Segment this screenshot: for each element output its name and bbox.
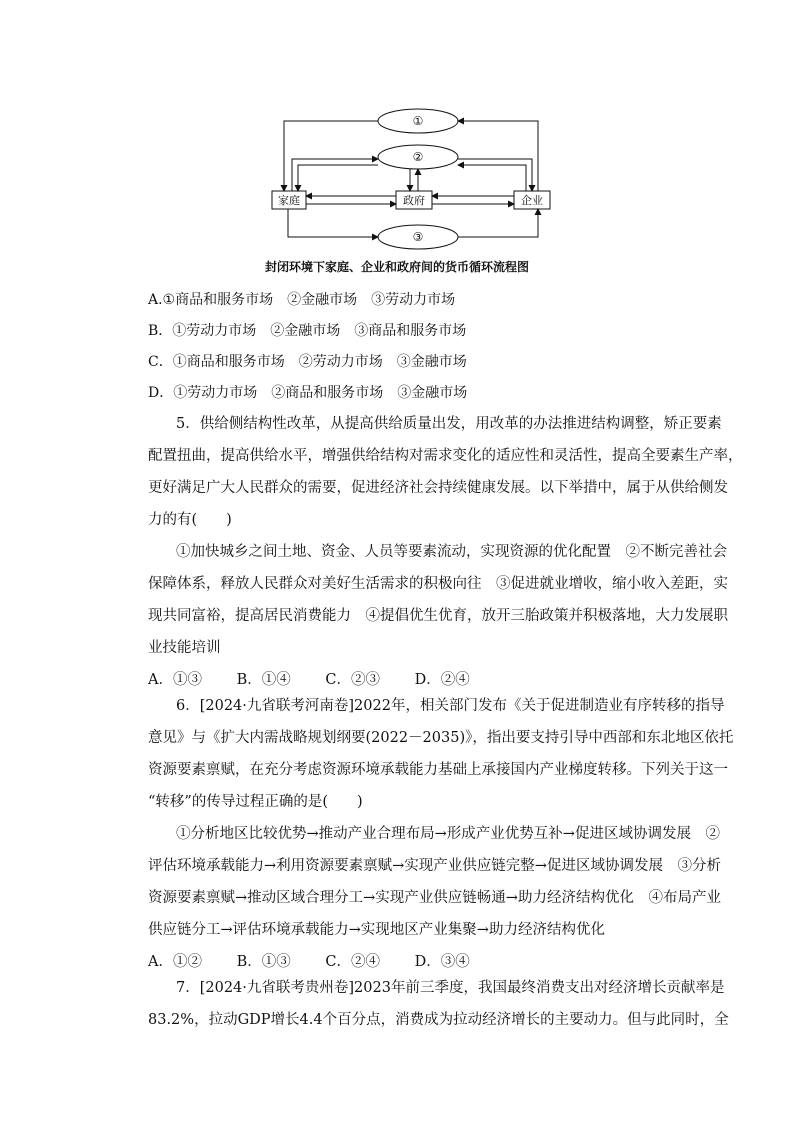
q6-option-b: B．①③	[236, 954, 291, 970]
q5-option-a: A．①③	[148, 672, 202, 688]
q6-option-d: D．③④	[414, 954, 470, 970]
q6-option-c: C．②④	[325, 954, 380, 970]
node-2-label: ②	[412, 150, 424, 164]
diagram-caption: 封闭环境下家庭、企业和政府间的货币循环流程图	[264, 260, 529, 274]
q4-option-a: A.①商品和服务市场 ②金融市场 ③劳动力市场	[148, 292, 456, 308]
government-label: 政府	[403, 194, 425, 207]
household-label: 家庭	[278, 194, 300, 207]
question-7	[148, 972, 729, 1036]
q5-stem-line: 5．供给侧结构性改革，从提高供给质量出发，用改革的办法推进结构调整，矫正要素	[176, 416, 722, 432]
q5-item-line: 保障体系，释放人民群众对美好生活需求的积极向往 ③促进就业增收，缩小收入差距，实	[148, 576, 728, 592]
q5-option-d: D．②④	[414, 672, 470, 688]
q6-stem-line: “转移”的传导过程正确的是( )	[148, 794, 363, 810]
q6-item-line: 供应链分工→评估环境承载能力→实现地区产业集聚→助力经济结构优化	[148, 922, 605, 938]
money-flow-diagram	[268, 104, 558, 254]
q5-stem-line: 配置扭曲，提高供给水平，增强供给结构对需求变化的适应性和灵活性，提高全要素生产率，	[148, 448, 743, 464]
q5-option-c: C．②③	[325, 672, 380, 688]
q7-stem-line: 83.2%，拉动GDP增长4.4个百分点，消费成为拉动经济增长的主要动力。但与此同时，全	[148, 1012, 729, 1028]
q7-stem-line: 7．[2024·九省联考贵州卷]2023年前三季度，我国最终消费支出对经济增长贡献率是	[176, 980, 725, 996]
q5-item-line: 现共同富裕，提高居民消费能力 ④提倡优生优育，放开三胎政策并积极落地，大力发展职	[148, 608, 728, 624]
q6-option-a: A．①②	[148, 954, 202, 970]
q5-option-b: B．①④	[236, 672, 291, 688]
enterprise-label: 企业	[521, 194, 543, 207]
q4-option-c: C．①商品和服务市场 ②劳动力市场 ③金融市场	[148, 354, 467, 370]
q6-item-line: ①分析地区比较优势→推动产业合理布局→形成产业优势互补→促进区域协调发展 ②	[176, 826, 720, 842]
q4-option-b: B．①劳动力市场 ②金融市场 ③商品和服务市场	[148, 323, 467, 339]
question-5	[148, 408, 743, 696]
q6-stem-line: 意见》与《扩大内需战略规划纲要(2022－2035)》，指出要支持引导中西部和东北地区依托	[148, 730, 734, 746]
question-6	[148, 690, 734, 978]
q5-stem-line: 更好满足广大人民群众的需要，促进经济社会持续健康发展。以下举措中，属于从供给侧发	[148, 480, 728, 496]
node-3-label: ③	[412, 230, 424, 244]
node-1-label: ①	[412, 114, 424, 128]
q5-item-line: 业技能培训	[148, 640, 221, 656]
q6-stem-line: 6．[2024·九省联考河南卷]2022年，相关部门发布《关于促进制造业有序转移的指导	[176, 698, 725, 714]
q6-item-line: 资源要素禀赋→推动区域合理分工→实现产业供应链畅通→助力经济结构优化 ④布局产业	[148, 890, 721, 906]
q6-item-line: 评估环境承载能力→利用资源要素禀赋→实现产业供应链完整→促进区域协调发展 ③分析	[148, 858, 721, 874]
q4-option-d: D．①劳动力市场 ②商品和服务市场 ③金融市场	[148, 385, 468, 401]
q6-stem-line: 资源要素禀赋，在充分考虑资源环境承载能力基础上承接国内产业梯度转移。下列关于这一	[148, 762, 728, 778]
q5-stem-line: 力的有( )	[148, 512, 232, 528]
q5-item-line: ①加快城乡之间土地、资金、人员等要素流动，实现资源的优化配置 ②不断完善社会	[176, 544, 727, 560]
